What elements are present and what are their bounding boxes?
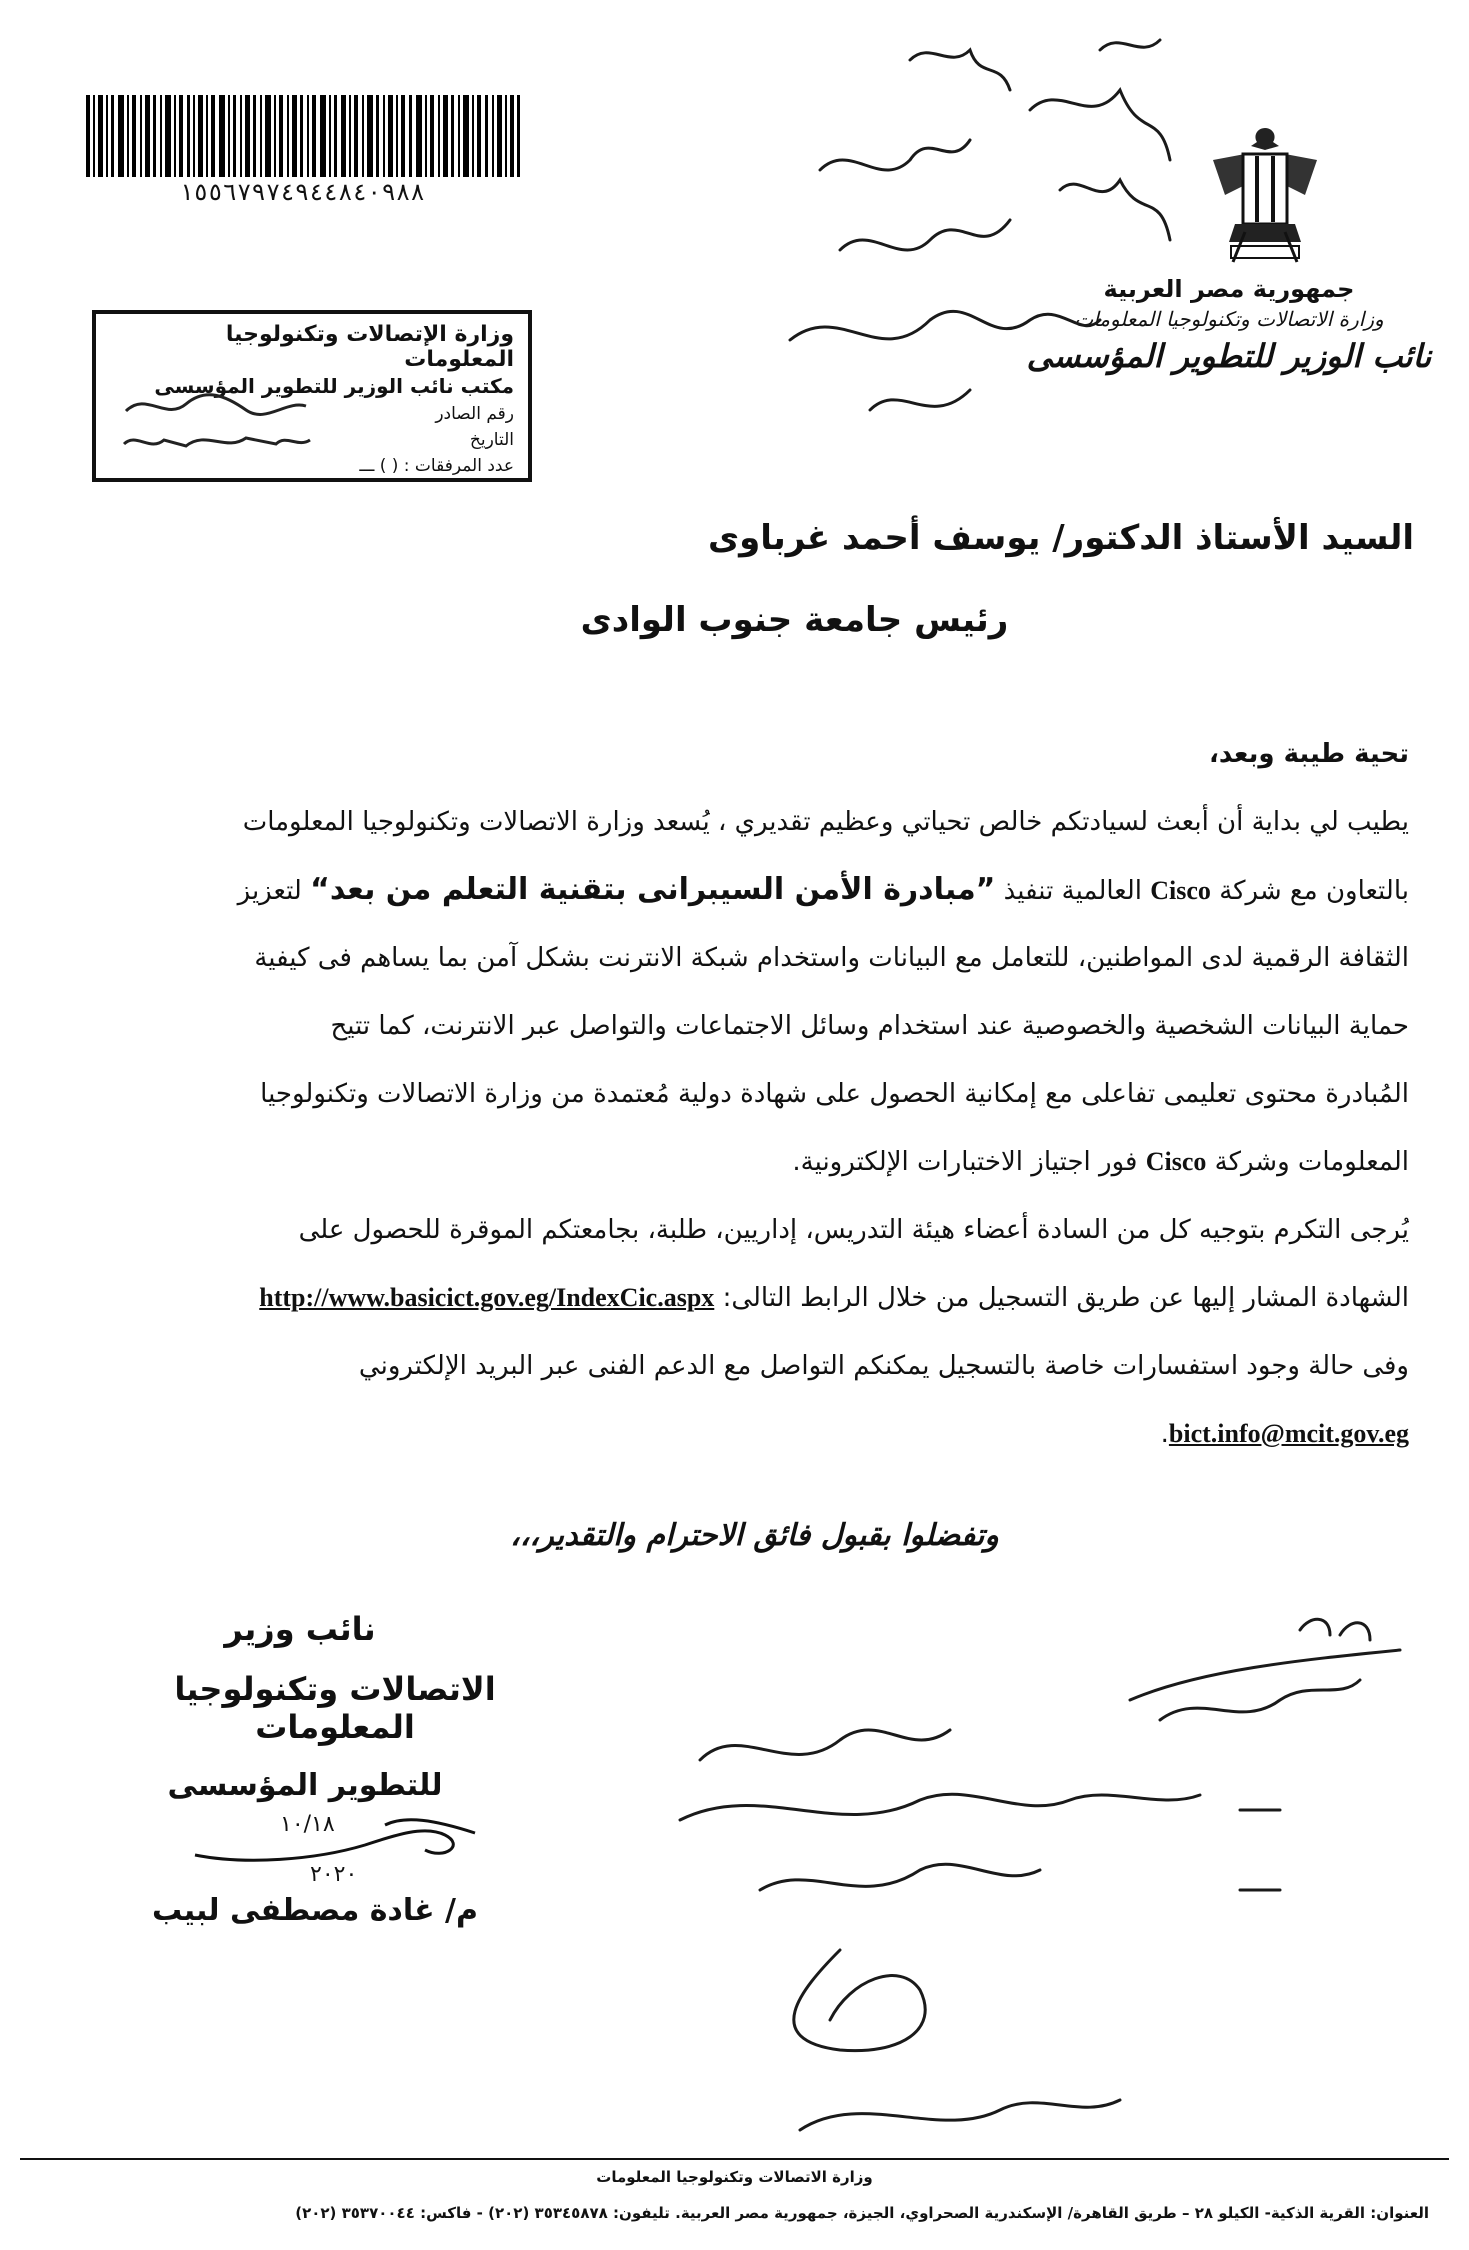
ministry-name: وزارة الاتصالات وتكنولوجيا المعلومات [1074, 307, 1384, 331]
cisco-name: Cisco [1150, 876, 1211, 905]
signature-date-hand: ١٠/١٨ [280, 1812, 335, 1837]
handwritten-annotation-bottom [640, 1610, 1420, 2150]
signature-year-hand: ٢٠٢٠ [310, 1862, 358, 1887]
cisco-name: Cisco [1145, 1147, 1207, 1176]
incoming-stamp [92, 310, 532, 482]
stamp-handwritten-number [116, 386, 316, 426]
paragraph-line: الثقافة الرقمية لدى المواطنين، للتعامل مع البيانات واستخدام شبكة الانترنت بشكل آمن بما يساهم فى كيفية [254, 943, 1409, 973]
stamp-date: التاريخ [469, 430, 514, 450]
country-name: جمهورية مصر العربية [1103, 275, 1355, 303]
paragraph-line: وفى حالة وجود استفسارات خاصة بالتسجيل يمكنكم التواصل مع الدعم الفنى عبر البريد الإلكتروني [358, 1351, 1409, 1381]
paragraph-line [30, 1128, 1409, 1196]
text-span: . [1160, 1419, 1169, 1449]
text-span: لتعزيز [237, 876, 302, 906]
barcode-number: ١٥٥٦٧٩٧٤٩٤٤٨٤٠٩٨٨ [179, 178, 425, 206]
stamp-attachments: عدد المرفقات : ( ) ـــ [359, 456, 514, 476]
registration-link[interactable]: http://www.basicict.gov.eg/IndexCic.aspx [259, 1283, 715, 1312]
signatory-name: م/ غادة مصطفى لبيب [152, 1893, 478, 1928]
closing-line: وتفضلوا بقبول فائق الاحترام والتقدير،،، [510, 1518, 999, 1553]
footer-address: العنوان: القرية الذكية- الكيلو ٢٨ – طريق القاهرة/ الإسكندرية الصحراوي، الجيزة، جمهورية مصر العربية. تليفون: ٣٥٣٤٥٨٧٨ (٢٠٢) - فاكس: ٣٥٣٧٠٠٤٤ (٢٠٢) [295, 2204, 1429, 2222]
support-email-link[interactable]: bict.info@mcit.gov.eg [1168, 1419, 1409, 1448]
stamp-handwritten-date [116, 422, 316, 462]
initiative-name: ”مبادرة الأمن السيبرانى بتقنية التعلم من بعد“ [310, 872, 996, 907]
text-span: فور اجتياز الاختبارات الإلكترونية. [792, 1147, 1138, 1177]
paragraph-line: حماية البيانات الشخصية والخصوصية عند استخدام وسائل الاجتماعات والتواصل عبر الانترنت، كما تتيح [330, 1011, 1409, 1041]
signatory-title: نائب وزير [224, 1610, 376, 1648]
office-name: نائب الوزير للتطوير المؤسسى [1026, 337, 1432, 375]
letter-body [30, 720, 1409, 1468]
footer-divider [20, 2158, 1449, 2160]
paragraph-line [30, 1400, 1409, 1468]
paragraph-line: يُرجى التكرم بتوجيه كل من السادة أعضاء هيئة التدريس، إداريين، طلبة، بجامعتكم الموقرة للحصول على [298, 1215, 1409, 1245]
signatory-ministry: الاتصالات وتكنولوجيا المعلومات [174, 1670, 496, 1746]
barcode-icon [82, 95, 522, 177]
handwritten-annotation-top [760, 20, 1190, 450]
addressee-position: رئيس جامعة جنوب الوادى [580, 600, 1009, 640]
text-span: المعلومات وشركة [1214, 1147, 1409, 1177]
greeting: تحية طيبة وبعد، [1209, 739, 1409, 769]
addressee-title: السيد الأستاذ الدكتور/ يوسف أحمد غرباوى [707, 518, 1414, 558]
eagle-emblem-icon [1205, 120, 1325, 270]
stamp-outgoing-number: رقم الصادر [435, 404, 514, 424]
signature-block [95, 1610, 575, 1928]
paragraph-line: المُبادرة محتوى تعليمى تفاعلى مع إمكانية الحصول على شهادة دولية مُعتمدة من وزارة الاتصالات وتكنولوجيا [260, 1079, 1409, 1109]
signatory-office: للتطوير المؤسسى [167, 1768, 443, 1803]
footer-ministry: وزارة الاتصالات وتكنولوجيا المعلومات [596, 2168, 873, 2186]
stamp-ministry: وزارة الإتصالات وتكنولوجيا المعلومات [225, 322, 514, 372]
text-span: الشهادة المشار إليها عن طريق التسجيل من خلال الرابط التالى: [722, 1283, 1409, 1313]
text-span: بالتعاون مع شركة [1219, 876, 1409, 906]
paragraph-line [30, 856, 1409, 924]
text-span: العالمية تنفيذ [1003, 876, 1142, 906]
paragraph-line: يطيب لي بداية أن أبعث لسيادتكم خالص تحياتي وعظيم تقديري ، يُسعد وزارة الاتصالات وتكنولوجيا المعلومات [242, 807, 1409, 837]
stamp-office: مكتب نائب الوزير للتطوير المؤسسى [154, 374, 514, 398]
paragraph-line [30, 1264, 1409, 1332]
